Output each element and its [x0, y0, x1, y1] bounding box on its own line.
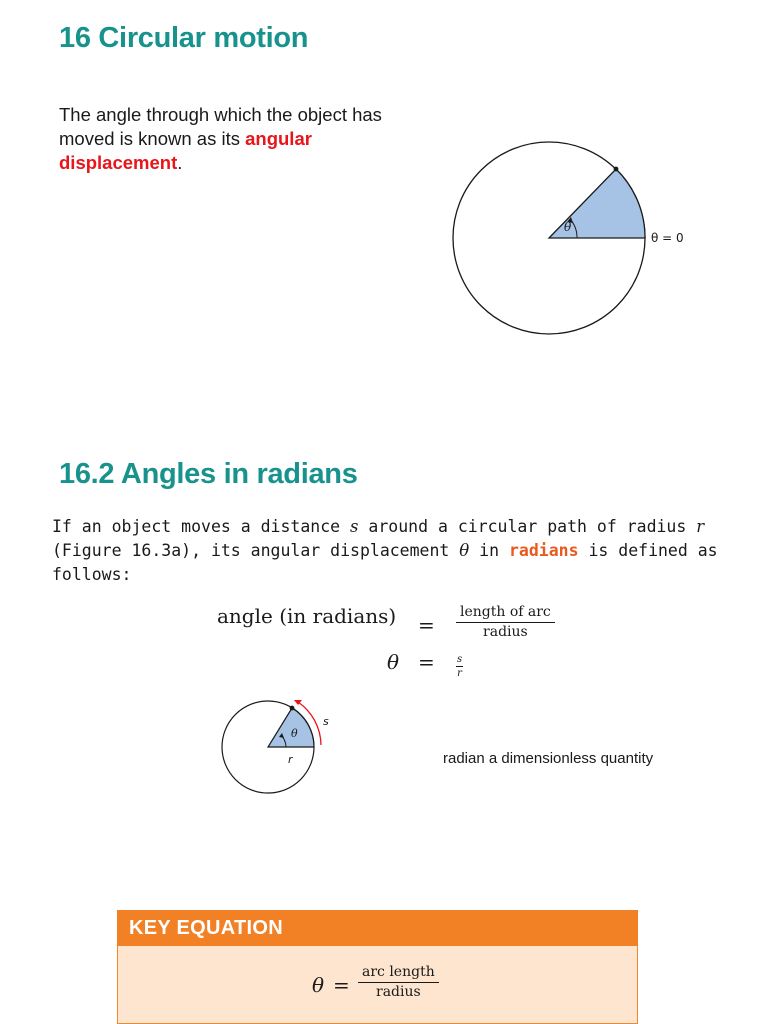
definition-paragraph	[52, 515, 742, 587]
definition-text-1: If an object moves a distance	[52, 517, 351, 536]
var-s: s	[350, 517, 359, 536]
definition-text-4: in	[469, 541, 509, 560]
key-eq-numerator: arc length	[358, 964, 439, 983]
equals-1: =	[418, 613, 435, 637]
key-eq-denominator: radius	[376, 984, 421, 1000]
definition-text-2: around a circular path of radius	[358, 517, 697, 536]
var-r: r	[696, 517, 705, 536]
r-label: r	[288, 753, 293, 766]
theta-label: θ	[564, 220, 572, 234]
key-equation-title: KEY EQUATION	[117, 910, 638, 946]
intro-paragraph	[59, 103, 419, 175]
var-theta: θ	[459, 541, 470, 560]
key-eq-equals: =	[333, 973, 350, 997]
section-heading-radians: 16.2 Angles in radians	[59, 458, 358, 490]
equation-lhs-2: θ	[387, 650, 400, 674]
fraction-arc-radius	[456, 604, 555, 640]
key-eq-lhs: θ	[312, 973, 325, 997]
definition-text-3: (Figure 16.3a), its angular displacement	[52, 541, 460, 560]
theta-label-small: θ	[291, 727, 298, 740]
fraction-s-r	[456, 654, 463, 679]
fraction-numerator: length of arc	[456, 604, 555, 623]
key-eq-fraction	[358, 964, 439, 1000]
angular-displacement-figure	[440, 130, 710, 350]
section-heading: 16 Circular motion	[59, 22, 309, 54]
fraction-s: s	[457, 654, 463, 665]
equation-line-1	[217, 604, 396, 628]
intro-end: .	[177, 152, 183, 173]
object-dot-small	[290, 706, 295, 711]
intro-text: The angle through which the object has moved is known as its	[59, 104, 382, 149]
angular-displacement-term: angular displacement	[59, 128, 312, 173]
equation-lhs-1: angle (in radians)	[217, 604, 397, 628]
radians-term: radians	[508, 541, 579, 560]
fraction-denominator: radius	[483, 624, 528, 640]
fraction-r: r	[457, 668, 462, 679]
object-dot	[614, 167, 619, 172]
definition-text-5: is defined as follows:	[52, 541, 718, 584]
equals-2: =	[418, 650, 435, 674]
theta-zero-label: θ = 0	[651, 231, 684, 245]
radian-figure	[218, 700, 338, 800]
s-label: s	[323, 715, 329, 728]
dimensionless-note: radian a dimensionless quantity	[443, 750, 654, 767]
